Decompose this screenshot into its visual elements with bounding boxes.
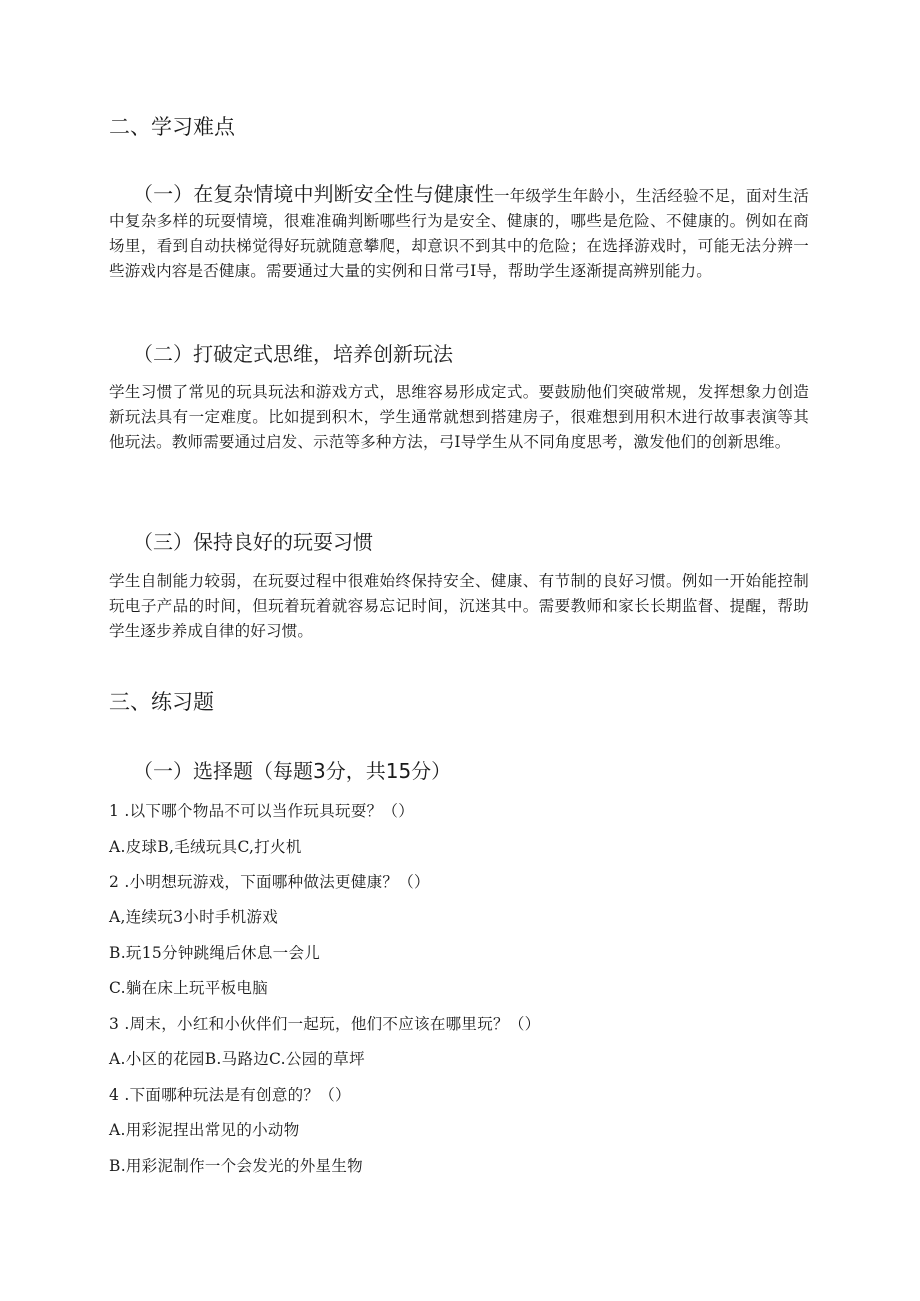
section-heading-exercises: 三、练习题 [109, 690, 214, 714]
question-3: 3 .周末，小红和小伙伴们一起玩，他们不应该在哪里玩？（） [109, 1015, 541, 1033]
question-4: 4 .下面哪种玩法是有创意的？（） [109, 1086, 351, 1104]
subheading-difficulty-1: （一）在复杂情境中判断安全性与健康性 [133, 182, 494, 206]
paragraph-difficulty-2: 学生习惯了常见的玩具玩法和游戏方式，思维容易形成定式。要鼓励他们突破常规，发挥想象力创造新玩法具有一定难度。比如提到积木，学生通常就想到搭建房子，很难想到用积木进行故事表演等其他玩法。教师需要通过启发、示范等多种方法，弓I导学生从不同角度思考，激发他们的创新思维。 [109, 383, 809, 451]
subheading-difficulty-2: （二）打破定式思维，培养创新玩法 [133, 342, 453, 366]
section-heading-difficulties: 二、学习难点 [109, 115, 235, 139]
question-1-options: A.皮球B,毛绒玩具C,打火机 [109, 838, 302, 856]
question-1: 1 .以下哪个物品不可以当作玩具玩耍？（） [109, 802, 415, 820]
question-3-options: A.小区的花园B.马路边C.公园的草坪 [109, 1050, 365, 1068]
question-4-option-a: A.用彩泥捏出常见的小动物 [109, 1121, 300, 1139]
paragraph-difficulty-1 [109, 182, 809, 284]
question-2: 2 .小明想玩游戏，下面哪种做法更健康？（） [109, 873, 430, 891]
paragraph-difficulty-1-text: 一年级学生年龄小，生活经验不足，面对生活中复杂多样的玩耍情境，很难准确判断哪些行为是安全、健康的，哪些是危险、不健康的。例如在商场里，看到自动扶梯觉得好玩就随意攀爬，却意识不到其中的危险；在选择游戏时，可能无法分辨一些游戏内容是否健康。需要通过大量的实例和日常弓I导，帮助学生逐渐提高辨别能力。 [109, 187, 809, 280]
question-2-option-a: A,连续玩3小时手机游戏 [109, 908, 279, 926]
subheading-difficulty-3: （三）保持良好的玩耍习惯 [133, 530, 373, 554]
question-4-option-b: B.用彩泥制作一个会发光的外星生物 [109, 1157, 363, 1175]
subheading-multiple-choice: （一）选择题（每题3分，共15分） [133, 759, 452, 783]
question-2-option-b: B.玩15分钟跳绳后休息一会儿 [109, 944, 321, 962]
question-2-option-c: C.躺在床上玩平板电脑 [109, 979, 269, 997]
paragraph-difficulty-3: 学生自制能力较弱，在玩耍过程中很难始终保持安全、健康、有节制的良好习惯。例如一开始能控制玩电子产品的时间，但玩着玩着就容易忘记时间，沉迷其中。需要教师和家长长期监督、提醒，帮助学生逐步养成自律的好习惯。 [109, 572, 809, 640]
